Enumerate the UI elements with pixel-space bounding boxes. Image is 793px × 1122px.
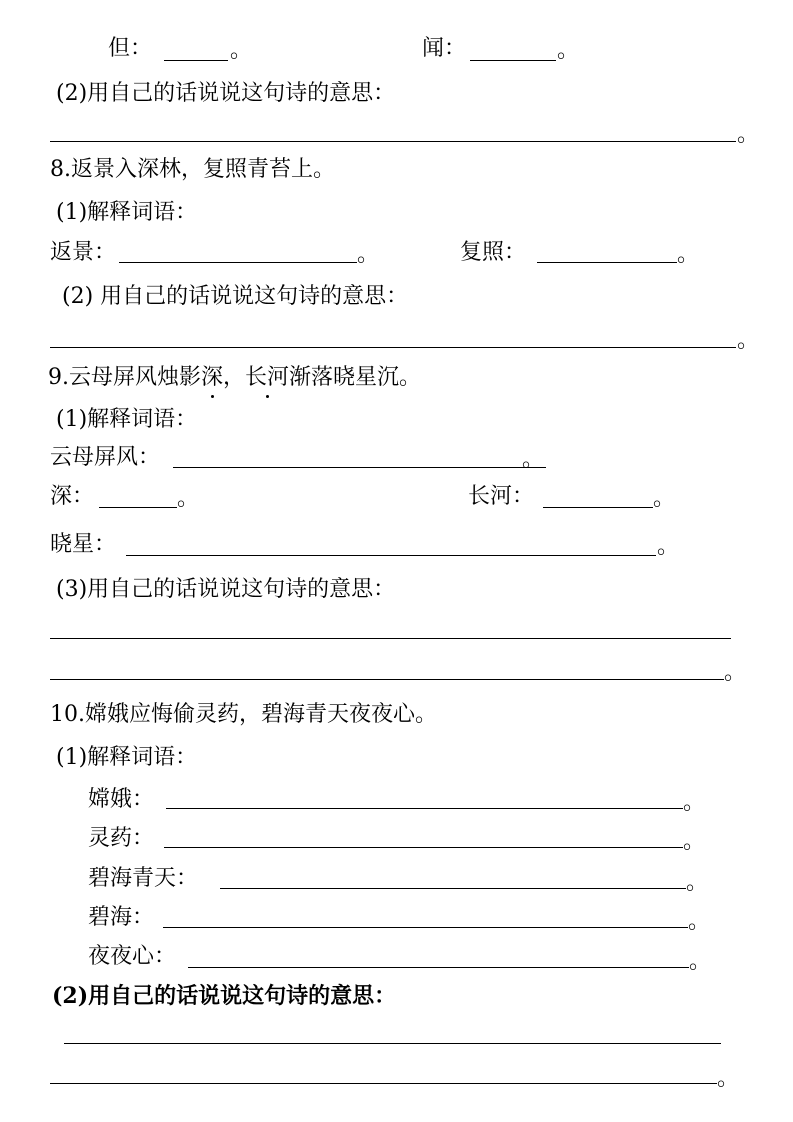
answer-blank-lingyao[interactable] <box>164 847 683 848</box>
period: 。 <box>686 870 709 895</box>
period: 。 <box>177 486 200 511</box>
period: 。 <box>557 38 580 63</box>
answer-blank-yunmu[interactable] <box>173 467 546 468</box>
answer-blank-bihaiqingtian[interactable] <box>220 888 686 889</box>
word-label-change: 嫦娥： <box>88 787 155 812</box>
period: 。 <box>737 122 760 147</box>
period: 。 <box>724 660 747 685</box>
q7-sub-question-2: (2)用自己的话说说这句诗的意思： <box>56 81 396 106</box>
word-label-yeyexin: 夜夜心： <box>88 944 177 969</box>
period: 。 <box>717 1066 740 1091</box>
answer-blank-dan[interactable] <box>164 60 228 61</box>
word-label-xiaoxing: 晓星： <box>50 532 117 557</box>
q8-title: 8.返景入深林，复照青苔上。 <box>50 157 335 182</box>
word-label-fanjing: 返景： <box>50 240 117 265</box>
emphasis-mark: 长河 <box>245 363 289 393</box>
answer-line-q9-1[interactable] <box>50 638 731 639</box>
period: 。 <box>683 790 706 815</box>
word-label-bihaiqingtian: 碧海青天： <box>88 866 199 891</box>
word-label-lingyao: 灵药： <box>88 826 155 851</box>
answer-line-q9-2[interactable] <box>50 679 724 680</box>
emphasis-mark: 深 <box>201 363 223 393</box>
word-label-dan: 但： <box>108 36 153 61</box>
answer-blank-bihai[interactable] <box>163 927 688 928</box>
period: 。 <box>653 486 676 511</box>
q8-sub-question-1: (1)解释词语： <box>56 200 198 225</box>
answer-blank-change[interactable] <box>166 808 683 809</box>
period: 。 <box>522 447 545 472</box>
word-label-changhe: 长河： <box>468 484 535 509</box>
q10-sub-question-1: (1)解释词语： <box>56 745 198 770</box>
q8-sub-question-2: (2) 用自己的话说说这句诗的意思： <box>62 284 409 309</box>
answer-blank-xiaoxing[interactable] <box>126 555 656 556</box>
q9-title: 9.云母屏风烛影深，长河渐落晓星沉。 <box>48 363 421 393</box>
period: 。 <box>737 328 760 353</box>
answer-blank-wen[interactable] <box>470 60 556 61</box>
answer-blank-fanjing[interactable] <box>119 262 357 263</box>
period: 。 <box>689 949 712 974</box>
period: 。 <box>677 242 700 267</box>
q9-sub-question-1: (1)解释词语： <box>56 407 198 432</box>
q9-sub-question-3: (3)用自己的话说说这句诗的意思： <box>56 577 396 602</box>
answer-line-q10-2[interactable] <box>50 1083 717 1084</box>
word-label-wen: 闻： <box>422 36 467 61</box>
period: 。 <box>688 909 711 934</box>
answer-line-q7[interactable] <box>50 141 736 142</box>
answer-line-q10-1[interactable] <box>64 1043 721 1044</box>
answer-blank-shen[interactable] <box>99 507 177 508</box>
answer-blank-yeyexin[interactable] <box>188 967 689 968</box>
word-label-yunmu: 云母屏风： <box>50 445 161 470</box>
q10-title: 10.嫦娥应悔偷灵药，碧海青天夜夜心。 <box>50 702 437 727</box>
period: 。 <box>657 534 680 559</box>
period: 。 <box>357 242 380 267</box>
word-label-shen: 深： <box>50 484 95 509</box>
q10-sub-question-2: (2)用自己的话说说这句诗的意思： <box>52 983 397 1009</box>
period: 。 <box>230 38 253 63</box>
word-label-bihai: 碧海： <box>88 905 155 930</box>
answer-blank-changhe[interactable] <box>543 507 653 508</box>
period: 。 <box>683 829 706 854</box>
answer-line-q8[interactable] <box>50 347 736 348</box>
answer-blank-fuzhao[interactable] <box>537 262 677 263</box>
word-label-fuzhao: 复照： <box>460 240 527 265</box>
